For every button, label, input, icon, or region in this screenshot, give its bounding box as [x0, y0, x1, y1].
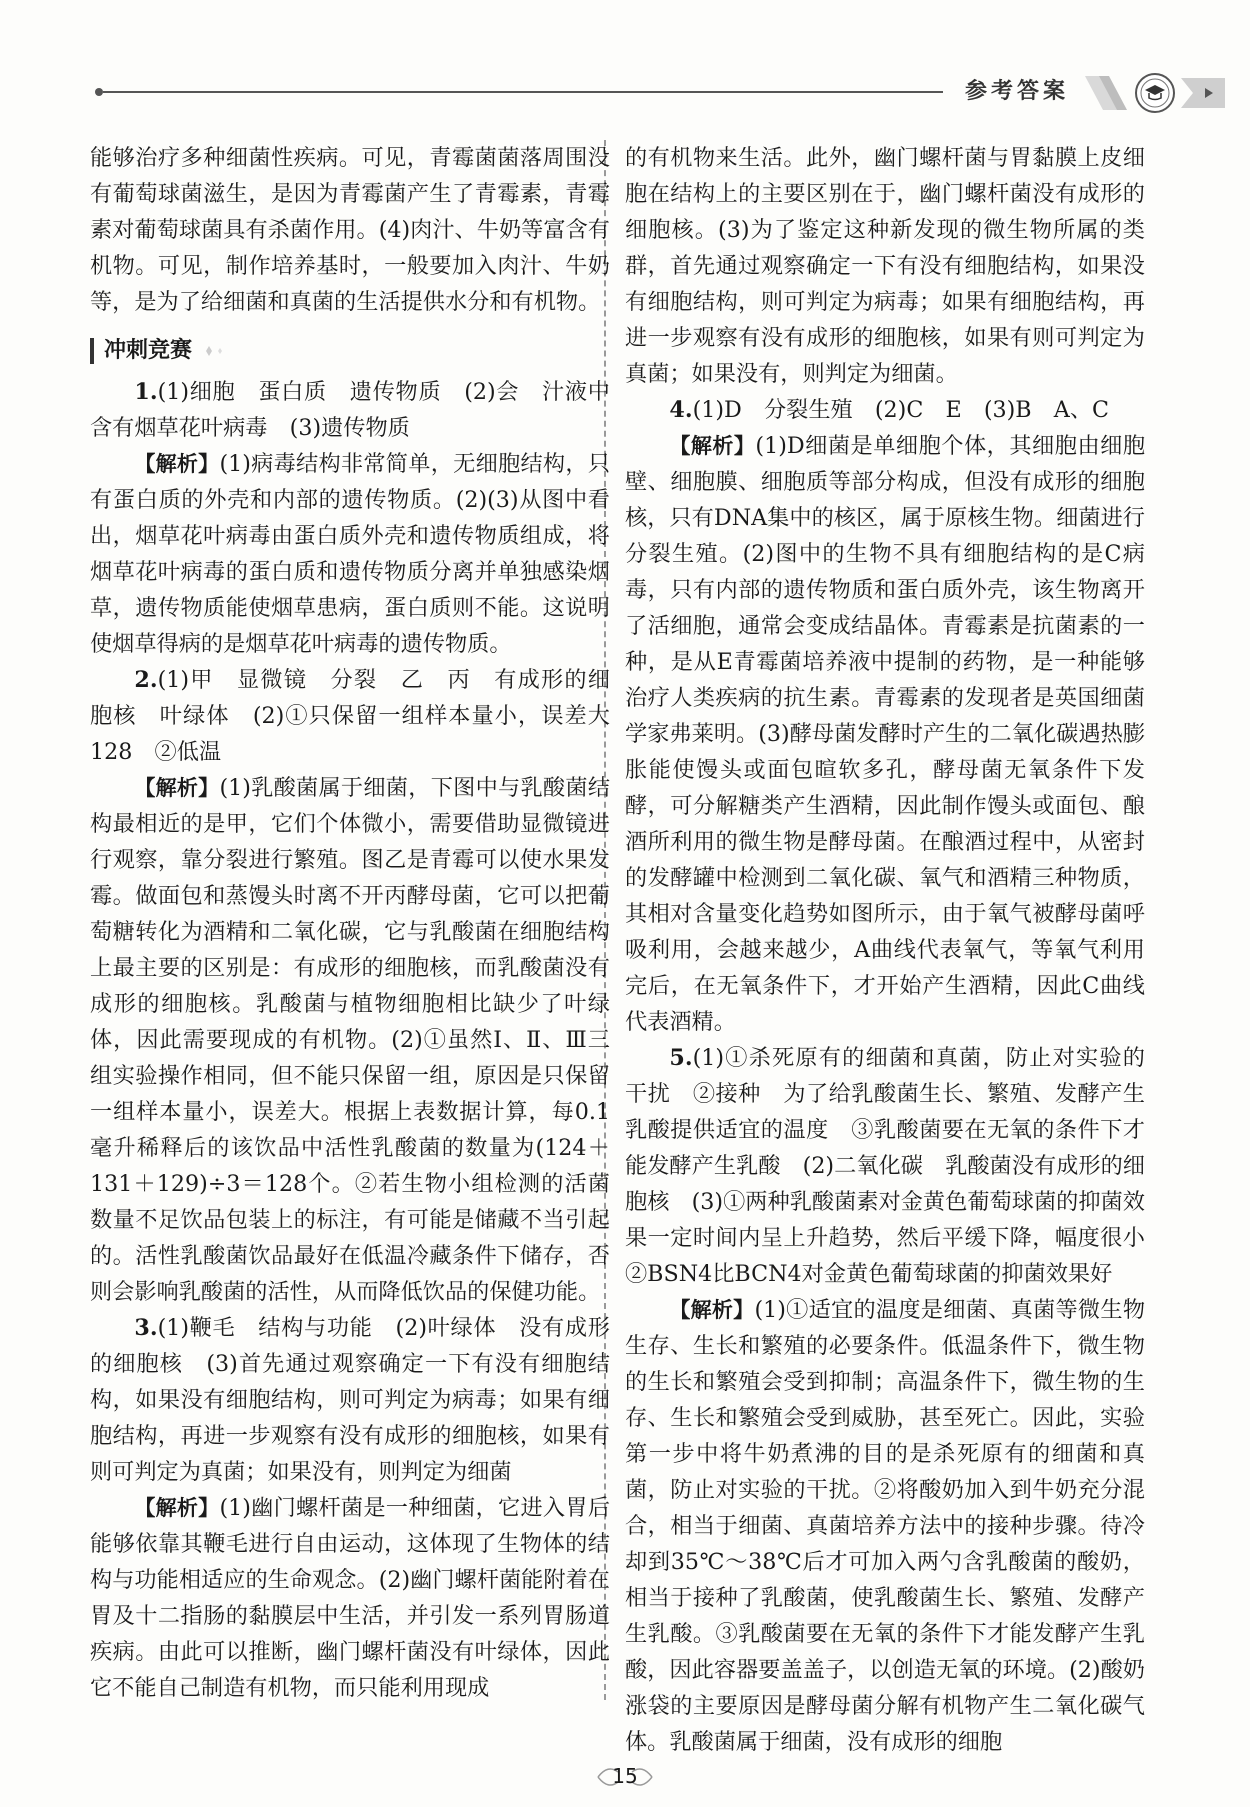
- q4-analysis: [625, 428, 1145, 1040]
- q4-answer-text: (1)D 分裂生殖 (2)C E (3)B A、C: [692, 397, 1109, 423]
- q1-analysis: [90, 446, 610, 662]
- q2-analysis: [90, 770, 610, 1310]
- q2-analysis-tag: 【解析】: [134, 776, 220, 800]
- right-column: [625, 140, 1168, 1760]
- q1-analysis-text: (1)病毒结构非常简单，无细胞结构，只有蛋白质的外壳和内部的遗传物质。(2)(3)从图中看出，烟草花叶病毒由蛋白质外壳和遗传物质组成，将烟草花叶病毒的蛋白质和遗传物质分离并单独感染烟草，遗传物质能使烟草患病，蛋白质则不能。这说明使烟草得病的是烟草花叶病毒的遗传物质。: [90, 451, 611, 657]
- header-title: 参考答案: [965, 79, 1070, 104]
- q5-analysis-text: (1)①适宜的温度是细菌、真菌等微生物生存、生长和繁殖的必要条件。低温条件下，微生物的生长和繁殖会受到抑制；高温条件下，微生物的生存、生长和繁殖会受到威胁，甚至死亡。因此，实验第一步中将牛奶煮沸的目的是杀死原有的细菌和真菌，防止对实验的干扰。②将酸奶加入到牛奶充分混合，相当于细菌、真菌培养方法中的接种步骤。待冷却到35℃～38℃后才可加入两勺含乳酸菌的酸奶，相当于接种了乳酸菌，使乳酸菌生长、繁殖、发酵产生乳酸。③乳酸菌要在无氧的条件下才能发酵产生乳酸，因此容器要盖盖子，以创造无氧的环境。(2)酸奶涨袋的主要原因是酵母菌分解有机物产生二氧化碳气体。乳酸菌属于细菌，没有成形的细胞: [625, 1297, 1146, 1755]
- section-header: [90, 334, 610, 368]
- intro-paragraph: 能够治疗多种细菌性疾病。可见，青霉菌菌落周围没有葡萄球菌滋生，是因为青霉菌产生了青霉素，青霉素对葡萄球菌具有杀菌作用。(4)肉汁、牛奶等富含有机物。可见，制作培养基时，一般要加入肉汁、牛奶等，是为了给细菌和真菌的生活提供水分和有机物。: [90, 145, 610, 315]
- header-emblem-icon: [1085, 70, 1225, 116]
- page-number: 15: [612, 1764, 638, 1788]
- q2-answer: [90, 662, 633, 770]
- q4-number: 4.: [669, 397, 693, 423]
- q3-analysis-tag: 【解析】: [134, 1496, 220, 1520]
- q2-number: 2.: [134, 667, 158, 693]
- q4-answer: [625, 392, 1145, 428]
- q5-answer-text: (1)①杀死原有的细菌和真菌，防止对实验的干扰 ②接种 为了给乳酸菌生长、繁殖、发酵产生乳酸提供适宜的温度 ③乳酸菌要在无氧的条件下才能发酵产生乳酸 (2)二氧化碳 乳酸菌没有成形的细胞核 (3)①两种乳酸菌素对金黄色葡萄球菌的抑菌效果一定时间内呈上升趋势，然后平缓下降，幅度很小 ②BSN4比BCN4对金黄色葡萄球菌的抑菌效果好: [625, 1045, 1168, 1287]
- q5-analysis: [625, 1292, 1145, 1760]
- q3-number: 3.: [134, 1315, 158, 1341]
- q3-answer: [90, 1310, 610, 1490]
- q2-analysis-text: (1)乳酸菌属于细菌，下图中与乳酸菌结构最相近的是甲，它们个体微小，需要借助显微镜进行观察，靠分裂进行繁殖。图乙是青霉可以使水果发霉。做面包和蒸馒头时离不开丙酵母菌，它可以把葡萄糖转化为酒精和二氧化碳，它与乳酸菌在细胞结构上最主要的区别是：有成形的细胞核，而乳酸菌没有成形的细胞核。乳酸菌与植物细胞相比缺少了叶绿体，因此需要现成的有机物。(2)①虽然Ⅰ、Ⅱ、Ⅲ三组实验操作相同，但不能只保留一组，原因是只保留一组样本量小，误差大。根据上表数据计算，每0.1毫升稀释后的该饮品中活性乳酸菌的数量为(124＋131＋129)÷3＝128个。②若生物小组检测的活菌数量不足饮品包装上的标注，有可能是储藏不当引起的。活性乳酸菌饮品最好在低温冷藏条件下储存，否则会影响乳酸菌的活性，从而降低饮品的保健功能。: [90, 775, 611, 1305]
- q3-analysis-text: (1)幽门螺杆菌是一种细菌，它进入胃后能够依靠其鞭毛进行自由运动，这体现了生物体的结构与功能相适应的生命观念。(2)幽门螺杆菌能附着在胃及十二指肠的黏膜层中生活，并引发一系列胃肠道疾病。由此可以推断，幽门螺杆菌没有叶绿体，因此它不能自己制造有机物，而只能利用现成: [90, 1495, 611, 1701]
- q3-analysis-continued: 的有机物来生活。此外，幽门螺杆菌与胃黏膜上皮细胞在结构上的主要区别在于，幽门螺杆菌没有成形的细胞核。(3)为了鉴定这种新发现的微生物所属的类群，首先通过观察确定一下有没有细胞结构，如果没有细胞结构，则可判定为病毒；如果有细胞结构，再进一步观察有没有成形的细胞核，如果有则可判定为真菌；如果没有，则判定为细菌。: [625, 145, 1145, 387]
- q2-answer-text: (1)甲 显微镜 分裂 乙 丙 有成形的细胞核 叶绿体 (2)①只保留一组样本量小，误差大 128 ②低温: [90, 667, 633, 765]
- q4-analysis-tag: 【解析】: [669, 434, 756, 458]
- sparkle-icon: [200, 344, 230, 358]
- section-title: 冲刺竞赛: [104, 338, 193, 363]
- q1-answer: [90, 374, 610, 446]
- header-rule: [103, 91, 943, 93]
- q5-answer: [625, 1040, 1168, 1292]
- q1-analysis-tag: 【解析】: [134, 452, 220, 476]
- q3-answer-text: (1)鞭毛 结构与功能 (2)叶绿体 没有成形的细胞核 (3)首先通过观察确定一下有没有细胞结构，如果没有细胞结构，则可判定为病毒；如果有细胞结构，再进一步观察有没有成形的细胞核，如果有则可判定为真菌；如果没有，则判定为细菌: [90, 1315, 610, 1485]
- left-column: [90, 140, 633, 1706]
- q1-number: 1.: [134, 379, 158, 405]
- header-dot: [95, 88, 103, 96]
- q5-number: 5.: [669, 1045, 693, 1071]
- q1-answer-text: (1)细胞 蛋白质 遗传物质 (2)会 汁液中含有烟草花叶病毒 (3)遗传物质: [90, 379, 610, 441]
- section-bar: [90, 338, 94, 364]
- page-footer: [590, 1760, 660, 1794]
- q3-analysis: [90, 1490, 610, 1706]
- q4-analysis-text: (1)D细菌是单细胞个体，其细胞由细胞壁、细胞膜、细胞质等部分构成，但没有成形的细胞核，只有DNA集中的核区，属于原核生物。细菌进行分裂生殖。(2)图中的生物不具有细胞结构的是C病毒，只有内部的遗传物质和蛋白质外壳，该生物离开了活细胞，通常会变成结晶体。青霉素是抗菌素的一种，是从E青霉菌培养液中提制的药物，是一种能够治疗人类疾病的抗生素。青霉素的发现者是英国细菌学家弗莱明。(3)酵母菌发酵时产生的二氧化碳遇热膨胀能使馒头或面包暄软多孔，酵母菌无氧条件下发酵，可分解糖类产生酒精，因此制作馒头或面包、酿酒所利用的微生物是酵母菌。在酿酒过程中，从密封的发酵罐中检测到二氧化碳、氧气和酒精三种物质，其相对含量变化趋势如图所示，由于氧气被酵母菌呼吸利用，会越来越少，A曲线代表氧气，等氧气利用完后，在无氧条件下，才开始产生酒精，因此C曲线代表酒精。: [625, 433, 1146, 1035]
- page-header: [95, 60, 1225, 120]
- q5-analysis-tag: 【解析】: [669, 1298, 755, 1322]
